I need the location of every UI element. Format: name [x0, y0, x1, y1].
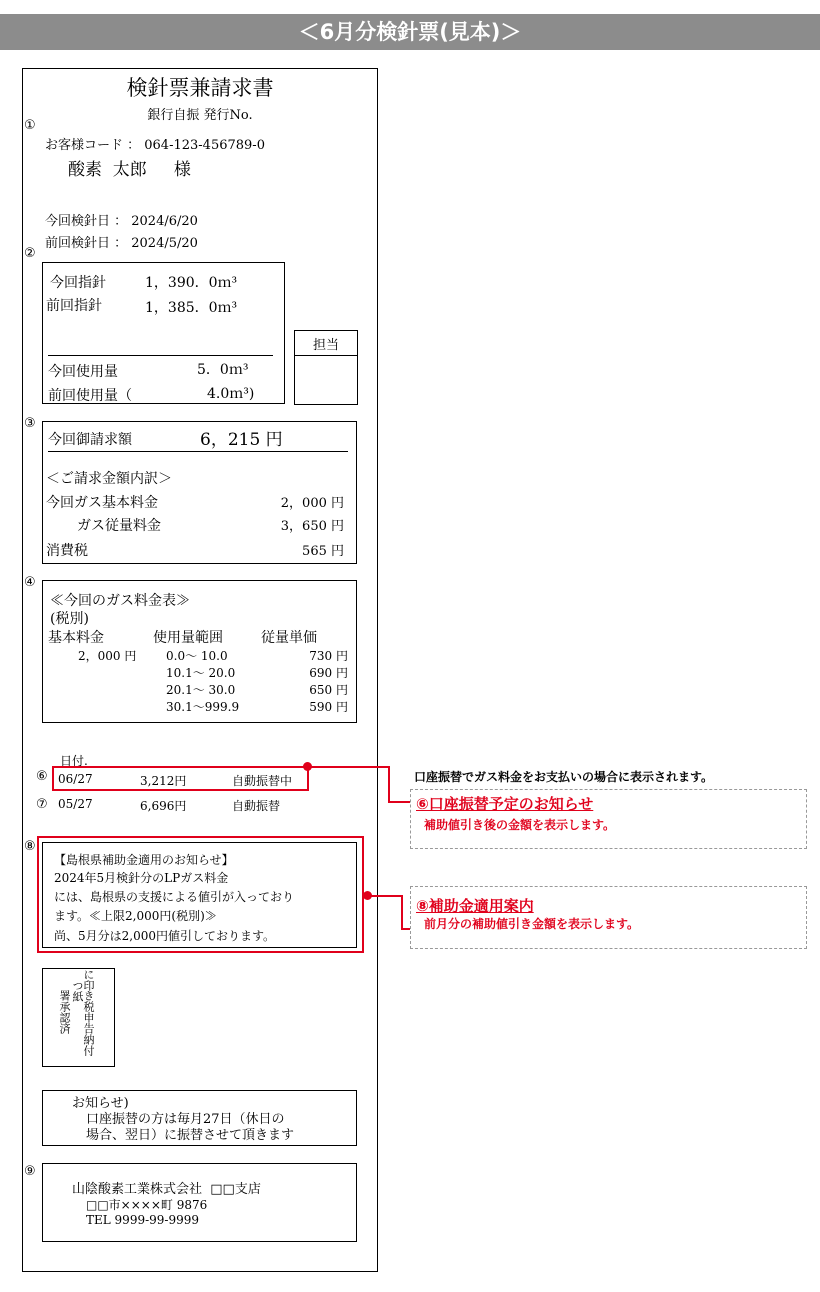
marker-4: ④ [24, 575, 36, 590]
rate-price: 590 円 [309, 700, 348, 714]
breakdown-title: ＜ご請求金額内訳＞ [46, 471, 172, 487]
callout-connector [388, 801, 410, 803]
prev-meter-value: 1，385．0ｍ³ [145, 300, 238, 316]
rate-range: 0.0～ 10.0 [166, 649, 228, 663]
marker-3: ③ [24, 416, 36, 431]
stamp-col: 署承認済 [58, 990, 71, 1034]
tax-value: 565 円 [302, 544, 344, 559]
callout-6-desc: 補助値引き後の金額を表示します。 [424, 818, 616, 832]
marker-7: ⑦ [36, 797, 48, 812]
usage-value: 5．0ｍ³ [197, 362, 249, 378]
subsidy-line: ます。≪上限2,000円(税別)≫ [54, 909, 217, 923]
subsidy-line: 【島根県補助金適用のお知らせ】 [54, 853, 234, 867]
slip-title: 検針票兼請求書 [126, 76, 274, 100]
stamp-col: き税 [82, 990, 95, 1012]
customer-code: お客様コード ： 064-123-456789-0 [45, 138, 265, 153]
callout-connector [388, 766, 390, 803]
meter-divider [48, 355, 273, 356]
this-read-date: 今回検針日 ： 2024/6/20 [45, 214, 198, 229]
callout-connector [401, 928, 410, 930]
marker-9: ⑨ [24, 1164, 36, 1179]
callout-connector [401, 895, 403, 930]
rate-price: 730 円 [309, 649, 348, 663]
date-label: 日付. [60, 754, 88, 768]
rate-header-price: 従量単価 [261, 630, 317, 646]
callout-8-title: ⑧補助金適用案内 [416, 897, 534, 915]
rate-header-basic: 基本料金 [48, 630, 104, 646]
rate-price: 690 円 [309, 666, 348, 680]
callout-8-desc: 前月分の補助値引き金額を表示します。 [424, 917, 640, 931]
notice-line: 口座振替の方は毎月27日（休日の [86, 1112, 285, 1127]
this-meter-label: 今回指針 [50, 275, 106, 291]
prev-read-date: 前回検針日 ： 2024/5/20 [45, 236, 198, 251]
rate-basic-fee: 2，000 円 [78, 649, 137, 663]
rate-price: 650 円 [309, 683, 348, 697]
usage-fee-value: 3，650 円 [280, 519, 344, 534]
subsidy-line: 2024年5月検針分のLPガス料金 [54, 871, 229, 885]
transfer-status: 自動振替 [232, 799, 281, 813]
company-tel: TEL 9999-99-9999 [86, 1213, 200, 1227]
total-value: 6，215 円 [200, 430, 283, 450]
total-divider [48, 451, 348, 452]
marker-8: ⑧ [24, 839, 36, 854]
marker-1: ① [24, 118, 36, 133]
callout-connector [308, 766, 390, 768]
callout-connector [368, 895, 403, 897]
transfer-date: 06/27 [58, 772, 93, 786]
rate-header-range: 使用量範囲 [153, 630, 223, 646]
tax-label: 消費税 [46, 543, 88, 559]
rate-range: 20.1～ 30.0 [166, 683, 236, 697]
prev-usage-label: 前回使用量（ [48, 388, 132, 404]
customer-name: 酸素 太郎 様 [68, 160, 191, 180]
staff-label: 担当 [312, 338, 339, 353]
company-name: 山陰酸素工業株式会社 □□支店 [72, 1182, 261, 1197]
notice-title: お知らせ) [72, 1096, 129, 1111]
stamp-col: に印 [82, 969, 95, 991]
rate-range: 30.1～999.9 [166, 700, 240, 714]
company-address: □□市××××町 9876 [86, 1198, 208, 1212]
this-meter-value: 1，390．0ｍ³ [145, 275, 238, 291]
transfer-amount: 3,212円 [140, 774, 187, 788]
stamp-col: 申告納付 [82, 1012, 95, 1056]
slip-subtitle: 銀行自振 発行No. [147, 108, 253, 123]
marker-6: ⑥ [36, 769, 48, 784]
page-title: ＜6月分検針票(見本)＞ [0, 14, 820, 50]
callout-note: 口座振替でガス料金をお支払いの場合に表示されます。 [414, 770, 714, 784]
prev-usage-value: 4.0ｍ³) [207, 386, 255, 402]
basic-fee-value: 2，000 円 [280, 496, 344, 511]
rate-table-title: ≪今回のガス料金表≫ [50, 593, 190, 609]
usage-fee-label: ガス従量料金 [77, 518, 161, 534]
staff-divider [294, 355, 358, 356]
rate-range: 10.1～ 20.0 [166, 666, 236, 680]
transfer-amount: 6,696円 [140, 799, 187, 813]
marker-2: ② [24, 246, 36, 261]
usage-label: 今回使用量 [48, 364, 118, 380]
basic-fee-label: 今回ガス基本料金 [46, 495, 158, 511]
prev-meter-label: 前回指針 [46, 298, 102, 314]
stamp-col: つ紙 [71, 980, 84, 1002]
transfer-date: 05/27 [58, 797, 93, 811]
total-label: 今回御請求額 [48, 432, 132, 448]
rate-tax-note: (税別) [50, 611, 89, 627]
notice-line: 場合、翌日）に振替させて頂きます [86, 1128, 295, 1143]
subsidy-line: 尚、5月分は2,000円値引しております。 [54, 929, 276, 943]
callout-6-title: ⑥口座振替予定のお知らせ [416, 795, 594, 813]
transfer-status: 自動振替中 [232, 774, 293, 788]
subsidy-line: には、島根県の支援による値引が入っており [54, 890, 295, 904]
